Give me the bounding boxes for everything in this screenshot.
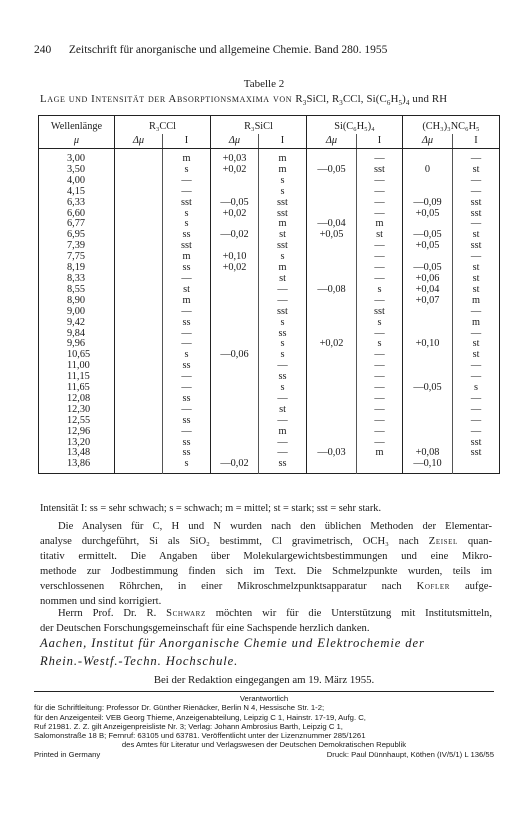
shift-cell bbox=[211, 296, 259, 307]
intensity-cell: st bbox=[163, 285, 211, 296]
intensity-cell: sst bbox=[259, 241, 307, 252]
shift-cell bbox=[307, 176, 357, 187]
shift-cell bbox=[115, 285, 163, 296]
shift-cell bbox=[211, 329, 259, 340]
shift-cell: —0,10 bbox=[403, 459, 453, 473]
intensity-cell: — bbox=[357, 427, 403, 438]
shift-cell bbox=[115, 149, 163, 165]
intensity-cell: s bbox=[357, 339, 403, 350]
table-row bbox=[39, 307, 500, 318]
shift-cell: +0,05 bbox=[403, 209, 453, 220]
journal-title: Zeitschrift für anorganische und allgemeine Chemie. Band 280. 1955 bbox=[68, 44, 388, 56]
intensity-cell: ss bbox=[163, 438, 211, 449]
shift-cell bbox=[307, 198, 357, 209]
intensity-cell: m bbox=[453, 318, 500, 329]
intensity-cell: st bbox=[259, 405, 307, 416]
table-row bbox=[39, 339, 500, 350]
intensity-cell: — bbox=[163, 307, 211, 318]
shift-cell bbox=[307, 187, 357, 198]
shift-cell bbox=[211, 383, 259, 394]
shift-cell: —0,02 bbox=[211, 459, 259, 473]
shift-cell bbox=[307, 350, 357, 361]
intensity-cell: m bbox=[163, 296, 211, 307]
shift-cell bbox=[211, 405, 259, 416]
intensity-cell: s bbox=[259, 350, 307, 361]
wavelength-cell: 4,15 bbox=[67, 185, 86, 197]
shift-cell: +0,08 bbox=[403, 448, 453, 459]
subheader-i: I bbox=[357, 134, 403, 149]
intensity-cell: — bbox=[357, 296, 403, 307]
intensity-cell: — bbox=[163, 187, 211, 198]
shift-cell bbox=[307, 307, 357, 318]
intensity-cell: m bbox=[259, 219, 307, 230]
shift-cell: —0,05 bbox=[403, 383, 453, 394]
shift-cell: —0,05 bbox=[403, 263, 453, 274]
intensity-cell: sst bbox=[163, 241, 211, 252]
wavelength-cell: 4,00 bbox=[67, 174, 86, 186]
shift-cell bbox=[403, 416, 453, 427]
intensity-cell: — bbox=[357, 241, 403, 252]
absorption-table bbox=[38, 115, 500, 474]
intensity-cell: sst bbox=[453, 198, 500, 209]
intensity-cell: — bbox=[357, 149, 403, 165]
wavelength-cell: 11,65 bbox=[67, 382, 90, 394]
table-row bbox=[39, 416, 500, 427]
shift-cell bbox=[211, 427, 259, 438]
table-row bbox=[39, 198, 500, 209]
intensity-cell: ss bbox=[163, 448, 211, 459]
col-header-ch3nc6h5: (CH₃)₃NC₆H₅ bbox=[403, 116, 500, 135]
shift-cell bbox=[115, 176, 163, 187]
intensity-cell: — bbox=[163, 339, 211, 350]
intensity-cell: — bbox=[453, 427, 500, 438]
table-row bbox=[39, 361, 500, 372]
intensity-cell: m bbox=[163, 252, 211, 263]
intensity-cell: — bbox=[163, 329, 211, 340]
intensity-cell: st bbox=[453, 165, 500, 176]
subheader-i: I bbox=[453, 134, 500, 149]
shift-cell bbox=[307, 252, 357, 263]
subheader-i: I bbox=[163, 134, 211, 149]
shift-cell: —0,06 bbox=[211, 350, 259, 361]
shift-cell bbox=[403, 350, 453, 361]
intensity-cell: — bbox=[357, 176, 403, 187]
intensity-cell: m bbox=[259, 149, 307, 165]
intensity-cell: — bbox=[357, 372, 403, 383]
shift-cell bbox=[307, 241, 357, 252]
intensity-cell: ss bbox=[163, 361, 211, 372]
wavelength-cell: 13,86 bbox=[67, 458, 91, 470]
intensity-cell: — bbox=[453, 176, 500, 187]
intensity-cell: ss bbox=[259, 329, 307, 340]
shift-cell bbox=[115, 339, 163, 350]
shift-cell bbox=[115, 383, 163, 394]
intensity-cell: — bbox=[453, 219, 500, 230]
subheader-dmu: Δμ bbox=[211, 134, 259, 149]
shift-cell bbox=[403, 187, 453, 198]
wavelength-cell: 6,95 bbox=[67, 229, 86, 241]
subheader-i: I bbox=[259, 134, 307, 149]
page-number: 240 bbox=[34, 44, 52, 56]
intensity-cell: st bbox=[259, 274, 307, 285]
intensity-cell: s bbox=[163, 350, 211, 361]
table-row bbox=[39, 350, 500, 361]
table-row bbox=[39, 405, 500, 416]
col-header-r3ccl: R₃CCl bbox=[115, 116, 211, 135]
acknowledgement-paragraph: Herrn Prof. Dr. R. Schwarz möchten wir für die Unterstützung mit Institutsmitteln, der Deutschen Forschungsgemeinschaft für eine Sachspende herzlich danken. bbox=[40, 608, 492, 634]
shift-cell bbox=[307, 383, 357, 394]
intensity-cell: — bbox=[259, 416, 307, 427]
intensity-cell: — bbox=[357, 187, 403, 198]
col-header-r3sicl: R₃SiCl bbox=[211, 116, 307, 135]
intensity-cell: ss bbox=[163, 394, 211, 405]
imprint: Verantwortlich für die Schriftleitung: Professor Dr. Günther Rienäcker, Berlin N 4, Hessische Str. 1-2; für den Anzeigenteil: VEB Georg Thieme, Anzeigenabteilung, Leipzig C 1, Hainstr. 17-19, Aufg. C, Ruf 21981. Z. Z. gilt Anzeigenpreisliste Nr. 3; Verlag: Johann Ambrosius Barth, Leipzig C 1, Salomonstraße 18 B; Fernruf: 63105 und 63781. Veröffentlicht unter der Lizenznummer 285/1261 des Amtes für Literatur und Verlagswesen der Deutschen Demokratischen Republik Printed in Germany Druck: Paul Dünnhaupt, Köthen (IV/5/1) L 136/55 bbox=[34, 694, 494, 759]
shift-cell: +0,02 bbox=[211, 209, 259, 220]
intensity-cell: st bbox=[453, 339, 500, 350]
table-row bbox=[39, 241, 500, 252]
wavelength-cell: 12,30 bbox=[67, 403, 91, 415]
shift-cell: +0,10 bbox=[211, 252, 259, 263]
shift-cell bbox=[307, 361, 357, 372]
shift-cell bbox=[211, 274, 259, 285]
wavelength-cell: 12,96 bbox=[67, 425, 91, 437]
intensity-cell: s bbox=[259, 187, 307, 198]
intensity-cell: sst bbox=[453, 438, 500, 449]
intensity-cell: m bbox=[259, 165, 307, 176]
shift-cell: —0,05 bbox=[403, 230, 453, 241]
intensity-cell: — bbox=[259, 361, 307, 372]
wavelength-cell: 13,20 bbox=[67, 436, 91, 448]
intensity-cell: sst bbox=[453, 448, 500, 459]
wavelength-cell: 3,00 bbox=[67, 153, 86, 164]
shift-cell: —0,09 bbox=[403, 198, 453, 209]
wavelength-cell: 6,77 bbox=[67, 218, 86, 230]
intensity-cell: sst bbox=[259, 209, 307, 220]
intensity-cell: — bbox=[163, 372, 211, 383]
table-row bbox=[39, 165, 500, 176]
intensity-cell: st bbox=[357, 230, 403, 241]
shift-cell bbox=[307, 459, 357, 473]
shift-cell bbox=[115, 350, 163, 361]
shift-cell bbox=[211, 416, 259, 427]
intensity-cell: sst bbox=[163, 198, 211, 209]
wavelength-cell: 11,15 bbox=[67, 371, 90, 383]
shift-cell bbox=[115, 274, 163, 285]
intensity-cell: s bbox=[163, 219, 211, 230]
wavelength-cell: 8,55 bbox=[67, 283, 86, 295]
intensity-cell: — bbox=[453, 394, 500, 405]
shift-cell bbox=[115, 405, 163, 416]
intensity-cell: — bbox=[357, 361, 403, 372]
intensity-cell: m bbox=[259, 427, 307, 438]
table-row bbox=[39, 209, 500, 220]
shift-cell bbox=[211, 372, 259, 383]
shift-cell bbox=[403, 176, 453, 187]
intensity-cell: — bbox=[357, 252, 403, 263]
intensity-cell: — bbox=[357, 198, 403, 209]
intensity-cell: — bbox=[453, 252, 500, 263]
shift-cell bbox=[115, 394, 163, 405]
intensity-cell: — bbox=[453, 372, 500, 383]
received-date: Bei der Redaktion eingegangen am 19. März 1955. bbox=[153, 674, 375, 686]
shift-cell bbox=[115, 459, 163, 473]
shift-cell bbox=[307, 296, 357, 307]
intensity-cell: ss bbox=[163, 416, 211, 427]
intensity-cell: — bbox=[357, 329, 403, 340]
table-row bbox=[39, 427, 500, 438]
shift-cell bbox=[115, 448, 163, 459]
shift-cell: —0,08 bbox=[307, 285, 357, 296]
intensity-cell: ss bbox=[259, 459, 307, 473]
intensity-cell: sst bbox=[453, 209, 500, 220]
intensity-cell: st bbox=[259, 230, 307, 241]
intensity-cell: ss bbox=[163, 263, 211, 274]
shift-cell: +0,10 bbox=[403, 339, 453, 350]
intensity-cell: — bbox=[453, 416, 500, 427]
shift-cell bbox=[403, 361, 453, 372]
table-row bbox=[39, 394, 500, 405]
intensity-cell: sst bbox=[259, 198, 307, 209]
intensity-cell: — bbox=[259, 438, 307, 449]
intensity-cell: s bbox=[357, 318, 403, 329]
shift-cell bbox=[115, 252, 163, 263]
shift-cell: +0,06 bbox=[403, 274, 453, 285]
shift-cell bbox=[211, 176, 259, 187]
intensity-cell: — bbox=[453, 187, 500, 198]
shift-cell bbox=[403, 149, 453, 165]
wavelength-cell: 8,33 bbox=[67, 272, 86, 284]
shift-cell bbox=[403, 318, 453, 329]
intensity-cell: — bbox=[357, 383, 403, 394]
intensity-cell: — bbox=[163, 274, 211, 285]
shift-cell bbox=[115, 296, 163, 307]
wavelength-cell: 9,84 bbox=[67, 327, 86, 339]
intensity-cell: — bbox=[357, 438, 403, 449]
intensity-cell: — bbox=[453, 361, 500, 372]
intensity-cell: s bbox=[259, 252, 307, 263]
shift-cell bbox=[211, 307, 259, 318]
intensity-cell: m bbox=[259, 263, 307, 274]
table-title: Lage und Intensität der Absorptionsmaxima von $R_3SiCl$, $R_3CCl$, $Si(C_6H_5)_4$ und RH bbox=[40, 93, 448, 108]
intensity-cell: m bbox=[357, 448, 403, 459]
intensity-cell: — bbox=[163, 427, 211, 438]
table-row bbox=[39, 318, 500, 329]
intensity-cell: s bbox=[163, 209, 211, 220]
intensity-cell: — bbox=[453, 307, 500, 318]
shift-cell bbox=[211, 438, 259, 449]
intensity-cell: st bbox=[453, 285, 500, 296]
shift-cell bbox=[115, 187, 163, 198]
shift-cell: +0,03 bbox=[211, 149, 259, 165]
shift-cell bbox=[115, 427, 163, 438]
table-row bbox=[39, 176, 500, 187]
intensity-cell: — bbox=[453, 405, 500, 416]
intensity-cell: s bbox=[259, 383, 307, 394]
col-header-sic6h5: Si(C₆H₅)₄ bbox=[307, 116, 403, 135]
shift-cell bbox=[211, 187, 259, 198]
shift-cell bbox=[115, 241, 163, 252]
intensity-cell: s bbox=[453, 383, 500, 394]
intensity-cell: — bbox=[259, 448, 307, 459]
shift-cell: +0,07 bbox=[403, 296, 453, 307]
intensity-cell: sst bbox=[453, 241, 500, 252]
shift-cell: +0,02 bbox=[211, 263, 259, 274]
wavelength-cell: 10,65 bbox=[67, 349, 91, 361]
shift-cell bbox=[211, 361, 259, 372]
intensity-cell: sst bbox=[259, 307, 307, 318]
wavelength-cell: 6,33 bbox=[67, 196, 86, 208]
intensity-cell: st bbox=[453, 263, 500, 274]
shift-cell: +0,05 bbox=[307, 230, 357, 241]
shift-cell bbox=[403, 307, 453, 318]
shift-cell: —0,03 bbox=[307, 448, 357, 459]
shift-cell bbox=[211, 318, 259, 329]
shift-cell bbox=[307, 318, 357, 329]
intensity-cell: sst bbox=[357, 165, 403, 176]
intensity-cell bbox=[453, 459, 500, 473]
wavelength-cell: 8,19 bbox=[67, 262, 86, 274]
shift-cell bbox=[307, 263, 357, 274]
intensity-cell: — bbox=[259, 296, 307, 307]
wavelength-cell: 12,08 bbox=[67, 392, 91, 404]
intensity-cell: s bbox=[259, 318, 307, 329]
shift-cell bbox=[211, 285, 259, 296]
intensity-cell: — bbox=[259, 394, 307, 405]
shift-cell bbox=[307, 149, 357, 165]
methods-paragraph: Die Analysen für C, H und N wurden nach den üblichen Methoden der Elementar- analyse durchgeführt, Si als SiO₂ bestimmt, Cl gravimetrisch, OCH₃ nach Zeisel quan- titativ ermittelt. Die Angaben über Molekulargewichtsbestimmungen und eine Mikro- methode zur Jodbestimmung finden sich im Text. Die Schmelzpunkte wurden, teils im verschlossenen Röhrchen, in einer Mikroschmelzpunktsapparatur nach Kofler aufge- nommen und sind korrigiert. bbox=[40, 521, 492, 607]
shift-cell bbox=[307, 405, 357, 416]
shift-cell: —0,05 bbox=[211, 198, 259, 209]
intensity-cell: — bbox=[357, 416, 403, 427]
shift-cell bbox=[115, 416, 163, 427]
subheader-dmu: Δμ bbox=[307, 134, 357, 149]
intensity-cell: — bbox=[357, 274, 403, 285]
shift-cell bbox=[403, 427, 453, 438]
intensity-cell: ss bbox=[163, 318, 211, 329]
affiliation: Aachen, Institut für Anorganische Chemie und Elektrochemie der Rhein.-Westf.-Techn. Hochschule. bbox=[40, 636, 425, 668]
shift-cell bbox=[403, 405, 453, 416]
shift-cell: +0,04 bbox=[403, 285, 453, 296]
shift-cell bbox=[115, 438, 163, 449]
intensity-cell: — bbox=[453, 329, 500, 340]
running-header bbox=[34, 44, 504, 56]
intensity-cell: st bbox=[453, 230, 500, 241]
table-row bbox=[39, 296, 500, 307]
imprint-divider bbox=[34, 691, 494, 692]
shift-cell: +0,02 bbox=[211, 165, 259, 176]
shift-cell: —0,05 bbox=[307, 165, 357, 176]
shift-cell: +0,05 bbox=[403, 241, 453, 252]
table-row bbox=[39, 383, 500, 394]
intensity-cell: ss bbox=[163, 230, 211, 241]
intensity-cell: ss bbox=[259, 372, 307, 383]
intensity-cell: st bbox=[453, 350, 500, 361]
unit-mu: μ bbox=[39, 134, 115, 149]
intensity-cell: m bbox=[357, 219, 403, 230]
intensity-cell: m bbox=[163, 149, 211, 165]
shift-cell bbox=[115, 219, 163, 230]
intensity-cell: — bbox=[259, 285, 307, 296]
intensity-cell: st bbox=[453, 274, 500, 285]
wavelength-cell: 8,90 bbox=[67, 294, 86, 306]
table-row bbox=[39, 149, 500, 165]
intensity-cell: s bbox=[259, 339, 307, 350]
shift-cell bbox=[115, 372, 163, 383]
shift-cell bbox=[115, 165, 163, 176]
shift-cell bbox=[307, 416, 357, 427]
intensity-cell: s bbox=[259, 176, 307, 187]
shift-cell: 0 bbox=[403, 165, 453, 176]
intensity-cell: m bbox=[453, 296, 500, 307]
intensity-cell: — bbox=[357, 263, 403, 274]
shift-cell bbox=[115, 329, 163, 340]
shift-cell bbox=[211, 394, 259, 405]
wavelength-cell: 11,00 bbox=[67, 360, 90, 372]
intensity-cell: — bbox=[163, 383, 211, 394]
shift-cell bbox=[115, 307, 163, 318]
wavelength-cell: 13,48 bbox=[67, 447, 91, 459]
table-row bbox=[39, 459, 500, 473]
wavelength-cell: 7,75 bbox=[67, 251, 86, 263]
subheader-dmu: Δμ bbox=[115, 134, 163, 149]
shift-cell bbox=[307, 427, 357, 438]
col-header-wavelength: Wellenlänge bbox=[50, 121, 103, 132]
wavelength-cell: 9,42 bbox=[67, 316, 86, 328]
wavelength-cell: 12,55 bbox=[67, 414, 91, 426]
shift-cell bbox=[115, 263, 163, 274]
shift-cell bbox=[403, 394, 453, 405]
intensity-cell: s bbox=[163, 459, 211, 473]
intensity-cell: — bbox=[357, 209, 403, 220]
wavelength-cell: 7,39 bbox=[67, 240, 86, 252]
intensity-cell: — bbox=[357, 405, 403, 416]
wavelength-cell: 6,60 bbox=[67, 207, 86, 219]
intensity-cell: — bbox=[163, 176, 211, 187]
shift-cell bbox=[115, 198, 163, 209]
intensity-cell bbox=[357, 459, 403, 473]
intensity-cell: — bbox=[357, 350, 403, 361]
shift-cell bbox=[115, 318, 163, 329]
shift-cell bbox=[307, 372, 357, 383]
shift-cell: —0,02 bbox=[211, 230, 259, 241]
intensity-legend: Intensität I: ss = sehr schwach; s = schwach; m = mittel; st = stark; sst = sehr stark. bbox=[40, 503, 382, 514]
table-body bbox=[39, 149, 500, 474]
intensity-cell: — bbox=[453, 149, 500, 165]
intensity-cell: — bbox=[163, 405, 211, 416]
intensity-cell: s bbox=[163, 165, 211, 176]
wavelength-cell: 9,96 bbox=[67, 338, 86, 350]
shift-cell bbox=[307, 394, 357, 405]
table-caption: Tabelle 2 bbox=[243, 78, 285, 90]
wavelength-cell: 9,00 bbox=[67, 305, 86, 317]
shift-cell: +0,02 bbox=[307, 339, 357, 350]
table-row bbox=[39, 187, 500, 198]
shift-cell bbox=[115, 361, 163, 372]
intensity-cell: sst bbox=[357, 307, 403, 318]
intensity-cell: — bbox=[357, 394, 403, 405]
subheader-dmu: Δμ bbox=[403, 134, 453, 149]
intensity-cell: s bbox=[357, 285, 403, 296]
shift-cell bbox=[115, 209, 163, 220]
wavelength-cell: 3,50 bbox=[67, 163, 86, 175]
shift-cell bbox=[115, 230, 163, 241]
shift-cell: —0,04 bbox=[307, 219, 357, 230]
